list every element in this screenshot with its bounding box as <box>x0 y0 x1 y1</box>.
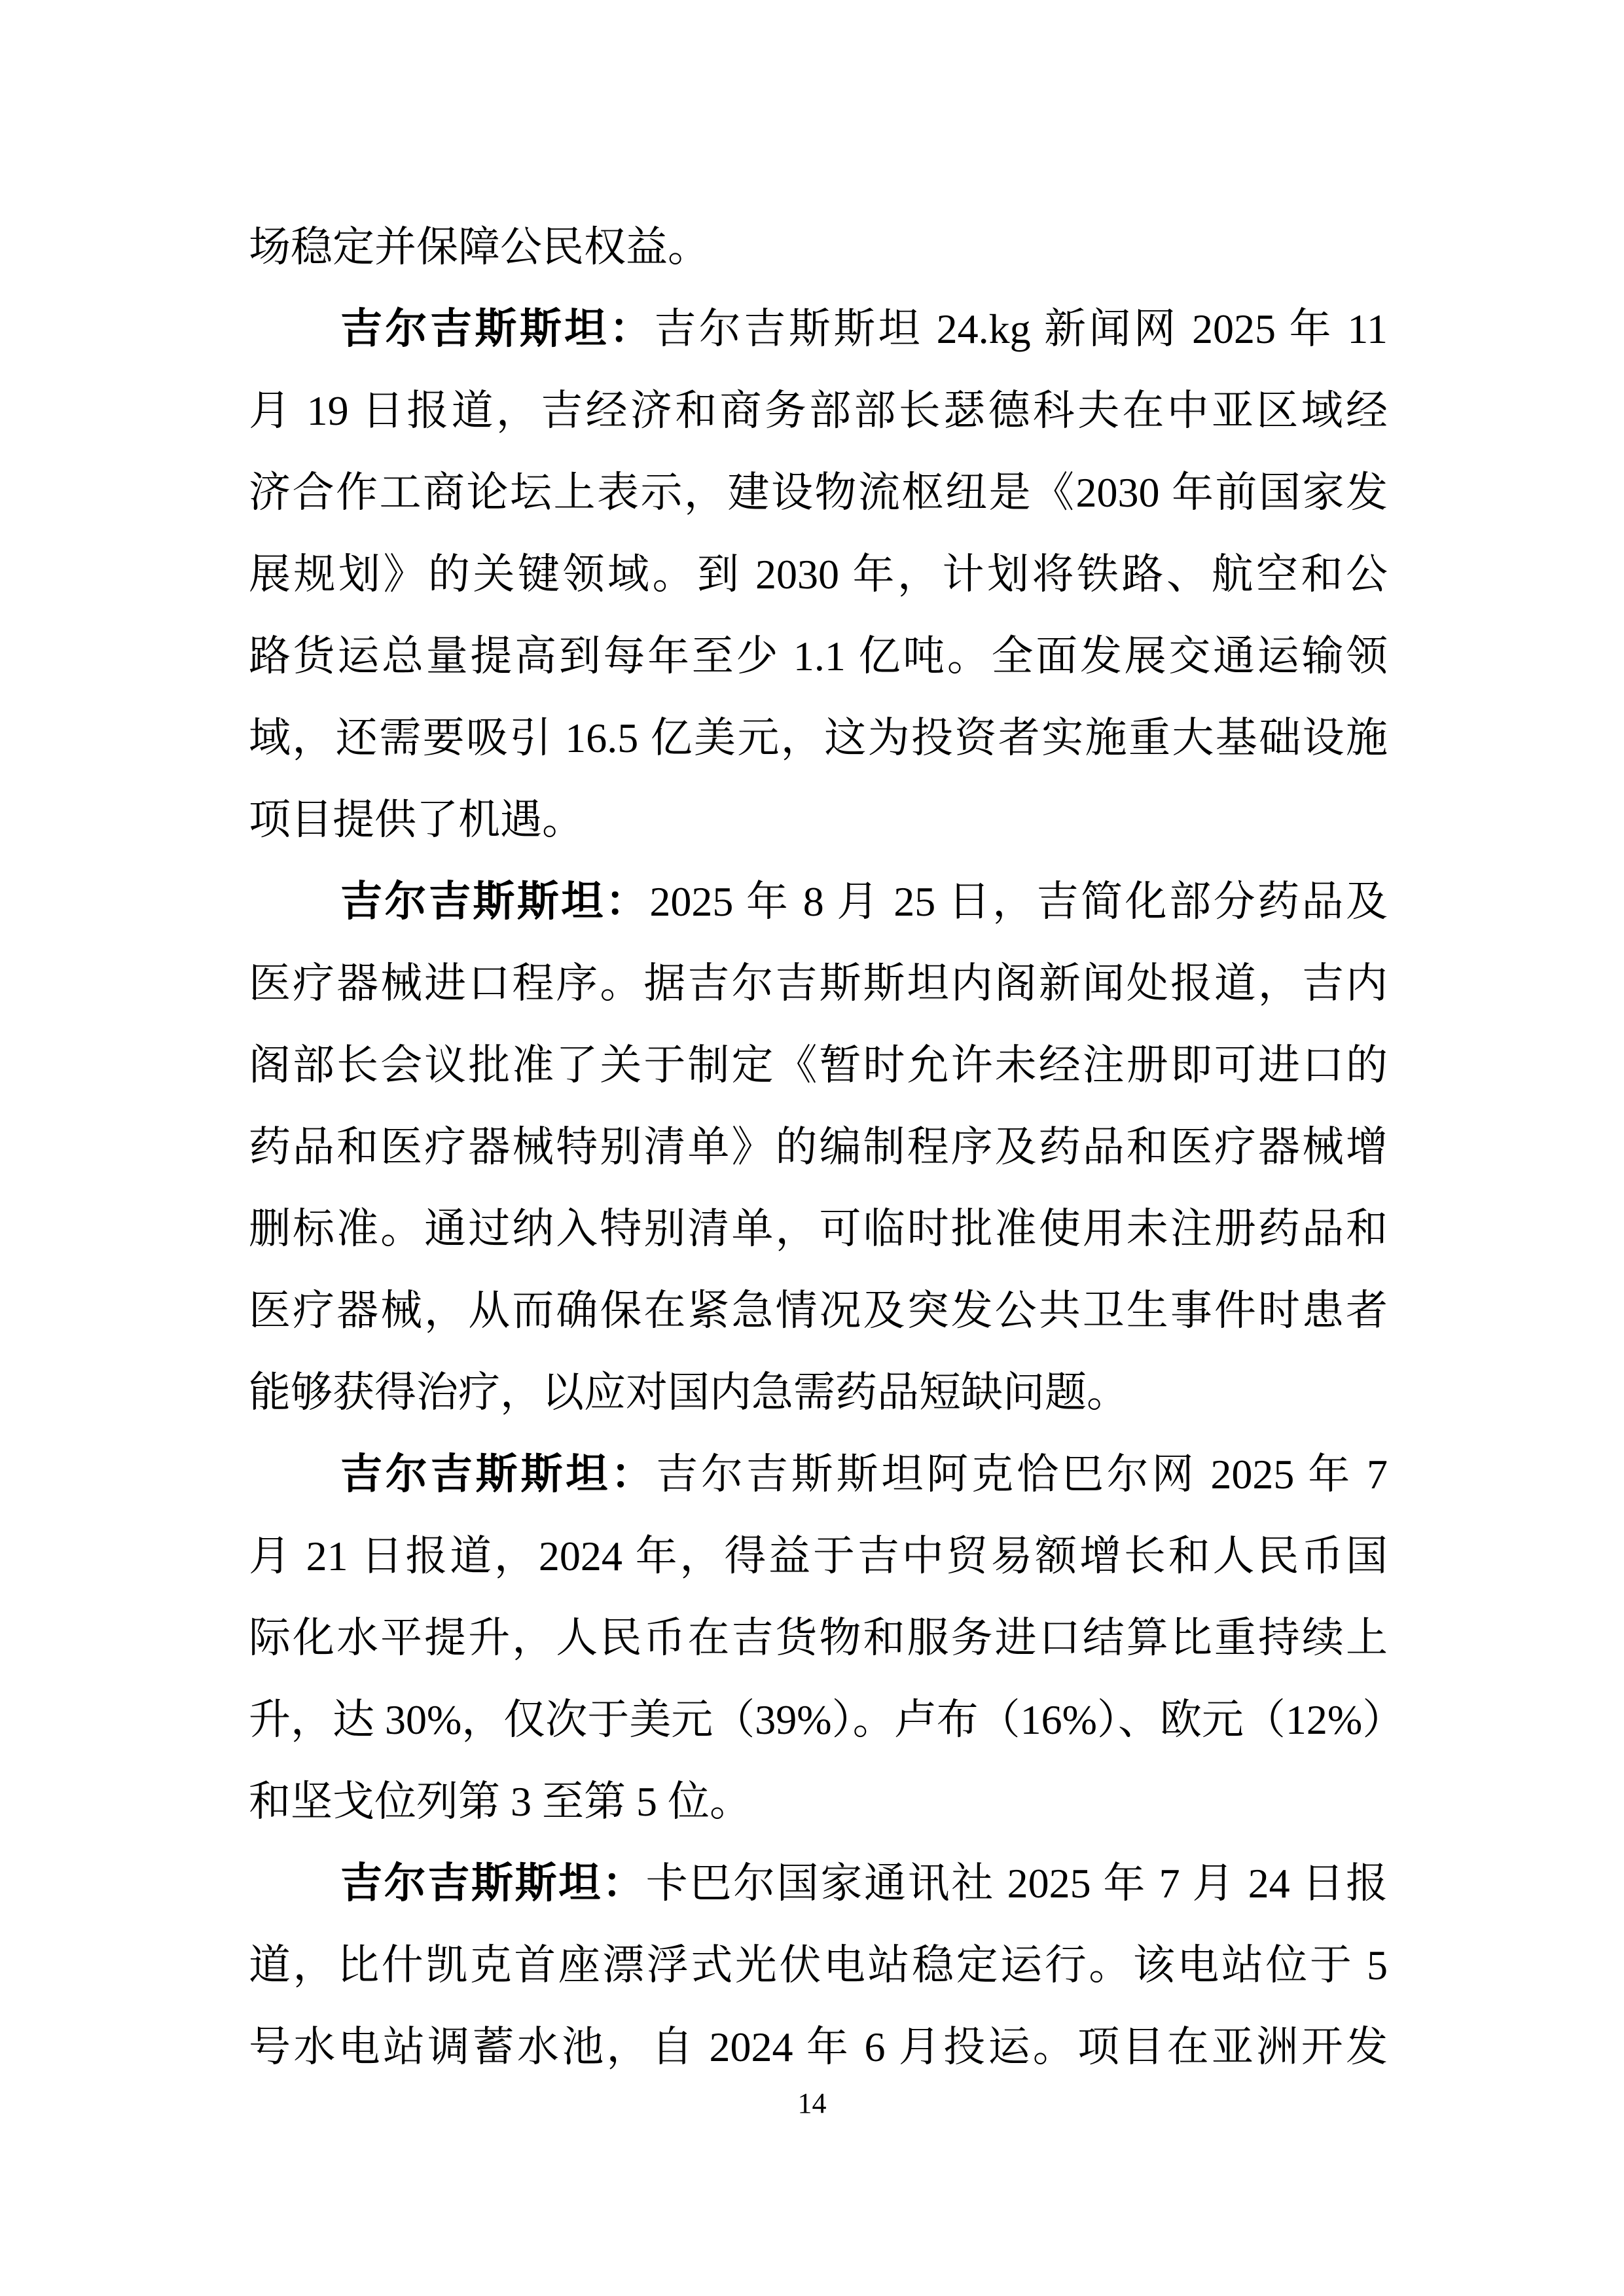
text-line <box>249 1024 1388 1106</box>
text-segment: 能够获得治疗，以应对国内急需药品短缺问题。 <box>249 1369 1128 1416</box>
country-lead-label: 吉尔吉斯斯坦： <box>340 878 650 925</box>
text-line <box>249 2006 1388 2088</box>
text-line <box>249 452 1388 533</box>
text-segment: 济合作工商论坛上表示，建设物流枢纽是《2030 年前国家发 <box>249 469 1388 516</box>
page-number: 14 <box>797 2087 827 2119</box>
text-segment: 医疗器械，从而确保在紧急情况及突发公共卫生事件时患者 <box>249 1287 1388 1334</box>
text-segment: 药品和医疗器械特别清单》的编制程序及药品和医疗器械增 <box>249 1124 1388 1170</box>
text-segment: 吉尔吉斯斯坦 24.kg 新闻网 2025 年 11 <box>654 306 1388 352</box>
text-segment: 吉尔吉斯斯坦阿克恰巴尔网 2025 年 7 <box>656 1451 1388 1498</box>
para-kyrgyzstan-floating-solar <box>249 1842 1388 2088</box>
text-line <box>249 1515 1388 1597</box>
text-line <box>249 1106 1388 1188</box>
text-line <box>249 533 1388 615</box>
text-line <box>249 288 1388 370</box>
text-segment: 医疗器械进口程序。据吉尔吉斯斯坦内阁新闻处报道，吉内 <box>249 960 1388 1007</box>
text-segment: 路货运总量提高到每年至少 1.1 亿吨。全面发展交通运输领 <box>249 633 1388 679</box>
para-kyrgyzstan-rmb-settlement <box>249 1433 1405 1842</box>
document-body <box>249 206 1405 2088</box>
text-line <box>249 1679 1405 1761</box>
text-line <box>249 861 1388 942</box>
text-line <box>249 697 1388 779</box>
text-line <box>249 1761 1388 1842</box>
text-segment: 道，比什凯克首座漂浮式光伏电站稳定运行。该电站位于 5 <box>249 1942 1388 1988</box>
text-line <box>249 779 1388 861</box>
country-lead-label: 吉尔吉斯斯坦： <box>340 306 655 352</box>
text-segment: 场稳定并保障公民权益。 <box>249 224 710 270</box>
text-segment: 际化水平提升，人民币在吉货物和服务进口结算比重持续上 <box>249 1615 1388 1661</box>
country-lead-label: 吉尔吉斯斯坦： <box>340 1451 657 1498</box>
text-segment: 升，达 30%，仅次于美元（39%）。卢布（16%）、欧元（12%） <box>249 1696 1405 1743</box>
text-line <box>249 1924 1388 2006</box>
para-continuation-market-stability <box>249 206 1388 288</box>
text-segment: 月 19 日报道，吉经济和商务部部长瑟德科夫在中亚区域经 <box>249 387 1388 434</box>
text-line <box>249 1352 1388 1433</box>
para-kyrgyzstan-logistics-hub <box>249 288 1388 861</box>
text-line <box>249 1270 1388 1352</box>
text-segment: 阁部长会议批准了关于制定《暂时允许未经注册即可进口的 <box>249 1042 1388 1088</box>
text-line <box>249 1188 1388 1270</box>
text-line <box>249 1597 1388 1679</box>
text-segment: 删标准。通过纳入特别清单，可临时批准使用未注册药品和 <box>249 1206 1388 1252</box>
text-line <box>249 370 1388 452</box>
text-segment: 展规划》的关键领域。到 2030 年，计划将铁路、航空和公 <box>249 551 1388 598</box>
text-line <box>249 206 1388 288</box>
text-line <box>249 1842 1388 1924</box>
text-segment: 项目提供了机遇。 <box>249 797 584 843</box>
text-segment: 域，还需要吸引 16.5 亿美元，这为投资者实施重大基础设施 <box>249 715 1388 761</box>
text-line <box>249 942 1388 1024</box>
text-segment: 号水电站调蓄水池，自 2024 年 6 月投运。项目在亚洲开发 <box>249 2024 1388 2070</box>
text-line <box>249 1433 1388 1515</box>
para-kyrgyzstan-medicine-import <box>249 861 1388 1433</box>
text-segment: 月 21 日报道，2024 年，得益于吉中贸易额增长和人民币国 <box>249 1533 1388 1579</box>
text-segment: 和坚戈位列第 3 至第 5 位。 <box>249 1778 751 1825</box>
text-segment: 2025 年 8 月 25 日，吉简化部分药品及 <box>649 878 1388 925</box>
country-lead-label: 吉尔吉斯斯坦： <box>340 1860 646 1907</box>
text-line <box>249 615 1388 697</box>
text-segment: 卡巴尔国家通讯社 2025 年 7 月 24 日报 <box>645 1860 1388 1907</box>
